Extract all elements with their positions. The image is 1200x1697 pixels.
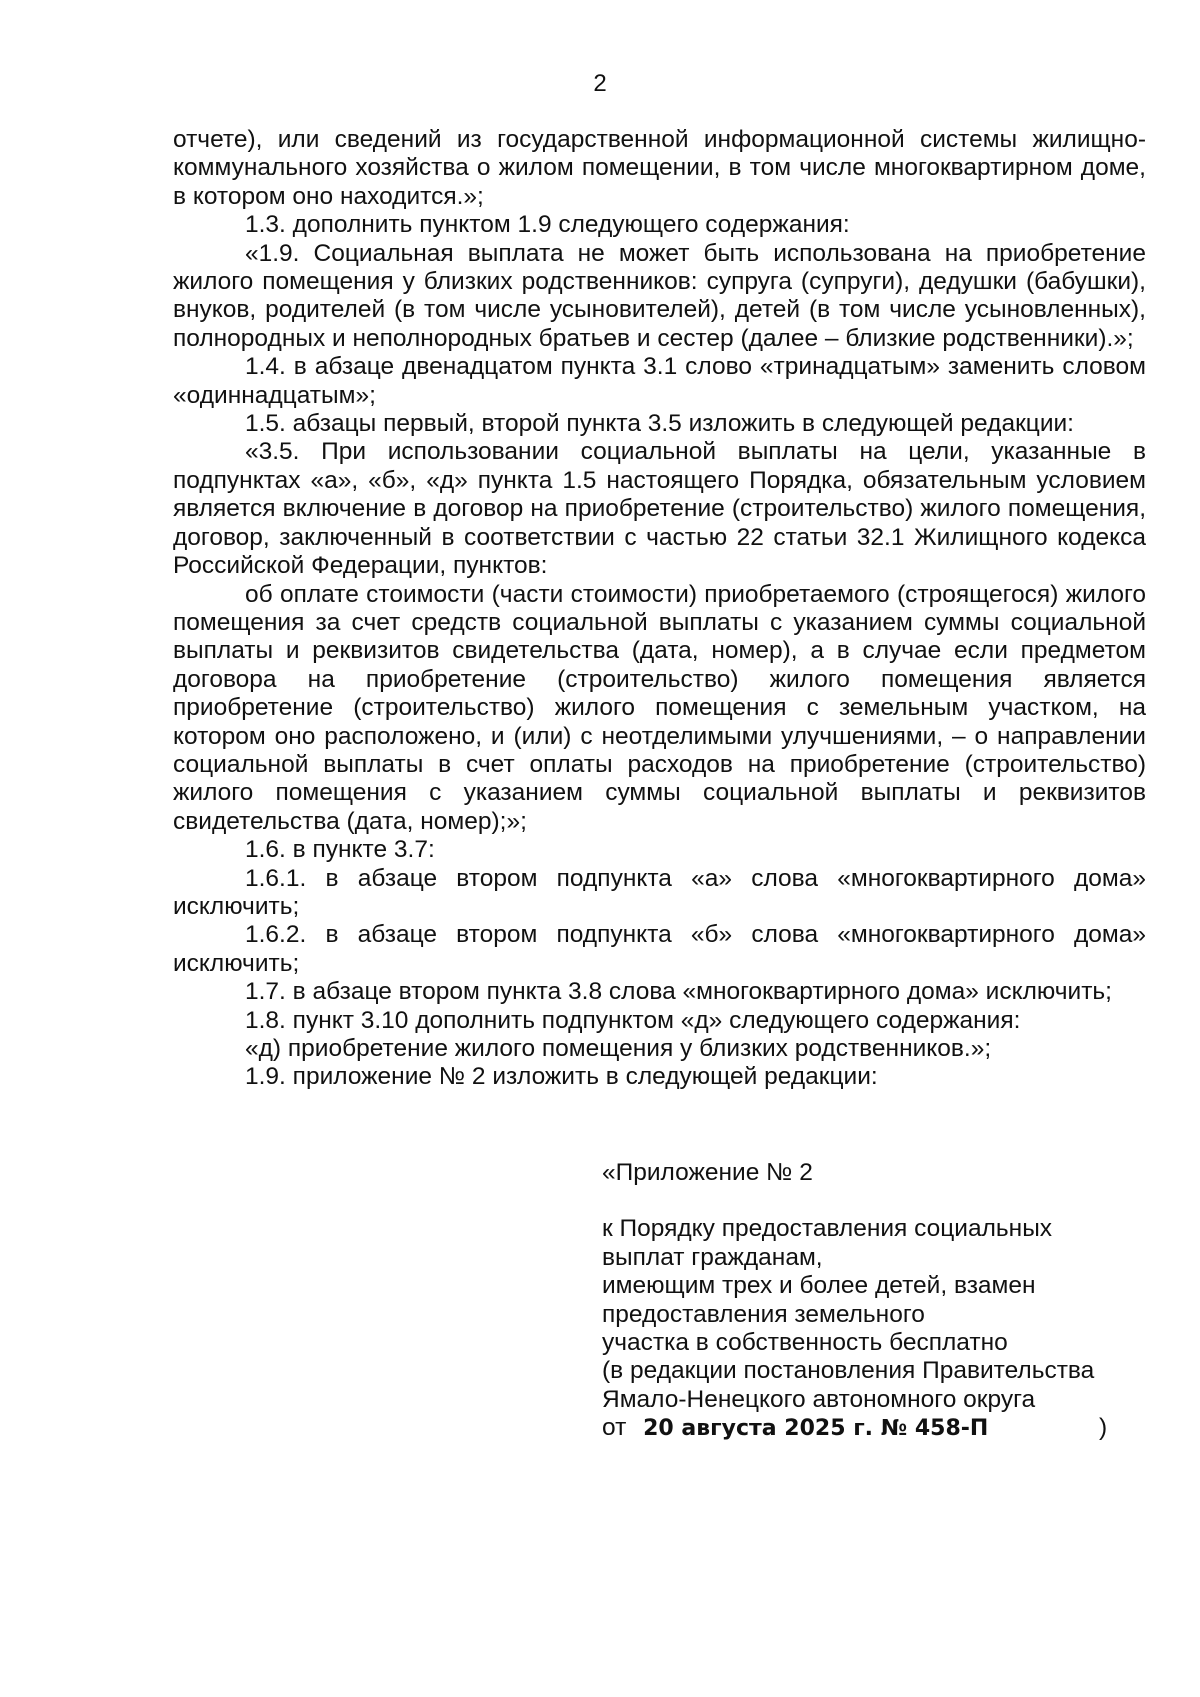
appendix-line: участка в собственность бесплатно: [602, 1329, 1008, 1357]
resolution-reference: [602, 1414, 1162, 1443]
paragraph: об оплате стоимости (части стоимости) приобретаемого (строящегося) жилого помещения за счет средств социальной выплаты с указанием суммы социальной выплаты и реквизитов свидетельства (дата, номер), а в случае если предметом договора на приобретение (строительство) жилого помещения является приобретение (строительство) жилого помещения с земельным участком, на котором оно расположено, и (или) с неотделимыми улучшениями, – о направлении социальной выплаты в счет оплаты расходов на приобретение (строительство) жилого помещения с указанием суммы социальной выплаты и реквизитов свидетельства (дата, номер);»;: [173, 580, 1146, 835]
appendix-line: (в редакции постановления Правительства: [602, 1357, 1095, 1385]
paragraph: 1.7. в абзаце втором пункта 3.8 слова «многоквартирного дома» исключить;: [245, 978, 1112, 1006]
paragraph: отчете), или сведений из государственной информационной системы жилищно-коммунального хозяйства о жилом помещении, в том числе многоквартирном доме, в котором оно находится.»;: [173, 126, 1146, 210]
document-body: [173, 126, 1146, 1092]
from-label: от: [602, 1414, 627, 1442]
appendix-line: выплат гражданам,: [602, 1243, 823, 1271]
paragraph: «д) приобретение жилого помещения у близких родственников.»;: [245, 1035, 992, 1062]
appendix-header: [602, 1159, 1162, 1444]
paragraph: 1.6.1. в абзаце втором подпункта «а» слова «многоквартирного дома» исключить;: [173, 864, 1146, 920]
paragraph: 1.4. в абзаце двенадцатом пункта 3.1 слово «тринадцатым» заменить словом «одиннадцатым»;: [173, 353, 1146, 409]
paragraph: 1.6. в пункте 3.7:: [245, 836, 435, 864]
paragraph: 1.8. пункт 3.10 дополнить подпунктом «д» следующего содержания:: [245, 1006, 1021, 1034]
appendix-line: Ямало-Ненецкого автономного округа: [602, 1385, 1036, 1413]
page-number: 2: [593, 70, 607, 97]
paragraph: «3.5. При использовании социальной выплаты на цели, указанные в подпунктах «а», «б», «д» пункта 1.5 настоящего Порядка, обязательным условием является включение в договор на приобретение (строительство) жилого помещения, договор, заключенный в соответствии с частью 22 статьи 32.1 Жилищного кодекса Российской Федерации, пунктов:: [173, 438, 1146, 580]
appendix-line: предоставления земельного: [602, 1300, 925, 1328]
appendix-title: «Приложение № 2: [602, 1159, 813, 1186]
appendix-line: к Порядку предоставления социальных: [602, 1215, 1053, 1243]
paragraph: 1.3. дополнить пунктом 1.9 следующего содержания:: [245, 211, 850, 239]
spacer: [602, 1187, 1162, 1215]
paragraph: 1.6.2. в абзаце втором подпункта «б» слова «многоквартирного дома» исключить;: [173, 921, 1146, 977]
appendix-line: имеющим трех и более детей, взамен: [602, 1272, 1036, 1300]
paragraph: 1.9. приложение № 2 изложить в следующей редакции:: [245, 1063, 878, 1091]
paragraph: «1.9. Социальная выплата не может быть использована на приобретение жилого помещения у близких родственников: супруга (супруги), дедушки (бабушки), внуков, родителей (в том числе усыновителей), детей (в том числе усыновленных), полнородных и неполнородных братьев и сестер (далее – близкие родственники).»;: [173, 239, 1146, 352]
closing-parenthesis: ): [1099, 1414, 1108, 1442]
resolution-stamp: 20 августа 2025 г. № 458-П: [643, 1416, 989, 1442]
paragraph: 1.5. абзацы первый, второй пункта 3.5 изложить в следующей редакции:: [245, 410, 1074, 438]
